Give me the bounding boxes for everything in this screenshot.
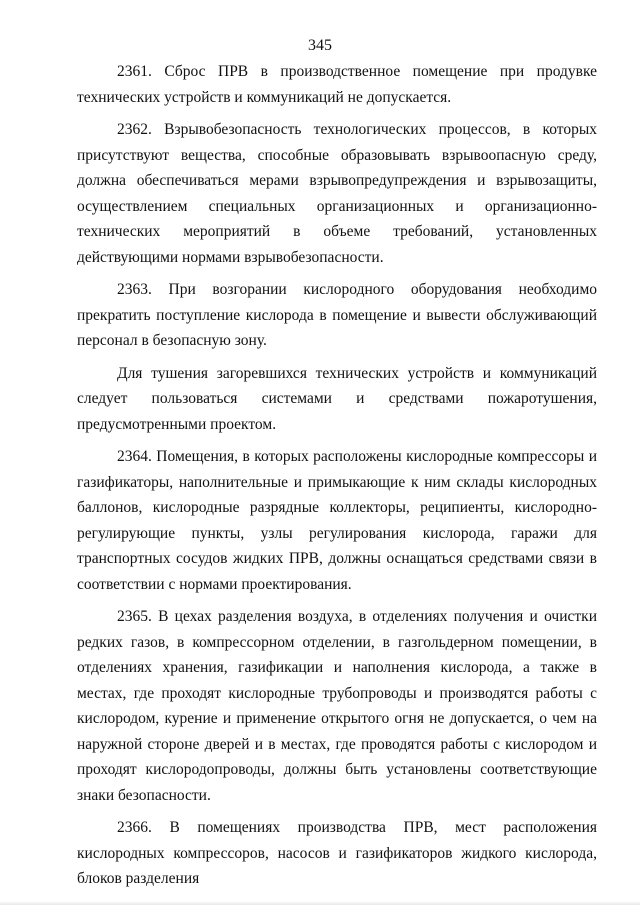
page-bottom-edge — [0, 901, 640, 905]
paragraph-2364: 2364. Помещения, в которых расположены кислородные компрессоры и газификаторы, наполнительные и примыкающие к ним склады кислородных баллонов, кислородные разрядные коллекторы, реципиенты, кислородно-регулирующие пункты, узлы регулирования кислорода, гаражи для транспортных сосудов жидких ПРВ, должны оснащаться средствами связи в соответствии с нормами проектирования. — [77, 448, 597, 593]
paragraph-2363: 2363. При возгорании кислородного оборудования необходимо прекратить поступление кислорода в помещение и вывести обслуживающий персонал в безопасную зону. — [77, 281, 597, 349]
paragraph-2366: 2366. В помещениях производства ПРВ, мест расположения кислородных компрессоров, насосов и газификаторов жидкого кислорода, блоков разделения — [77, 819, 597, 887]
page-body — [77, 59, 597, 892]
paragraph-2363-continuation: Для тушения загоревшихся технических устройств и коммуникаций следует пользоваться системами и средствами пожаротушения, предусмотренными проектом. — [77, 364, 597, 433]
paragraph-2361: 2361. Сброс ПРВ в производственное помещение при продувке технических устройств и коммуникаций не допускается. — [77, 63, 597, 106]
page-number: 345 — [308, 37, 332, 54]
paragraph-2362: 2362. Взрывобезопасность технологических процессов, в которых присутствуют вещества, способные образовывать взрывоопасную среду, должна обеспечиваться мерами взрывопредупреждения и взрывозащиты, осуществлением специальных организационных и организационно-технических мероприятий в объеме требований, установленных действующими нормами взрывобезопасности. — [77, 121, 597, 266]
paragraph-2365: 2365. В цехах разделения воздуха, в отделениях получения и очистки редких газов, в компрессорном отделении, в газгольдерном помещении, в отделениях хранения, газификации и наполнения кислорода, а также в местах, где проходят кислородные трубопроводы и производятся работы с кислородом, курение и применение открытого огня не допускается, о чем на наружной стороне дверей и в местах, где проводятся работы с кислородом и проходят кислородопроводы, должны быть установлены соответствующие знаки безопасности. — [77, 608, 597, 804]
